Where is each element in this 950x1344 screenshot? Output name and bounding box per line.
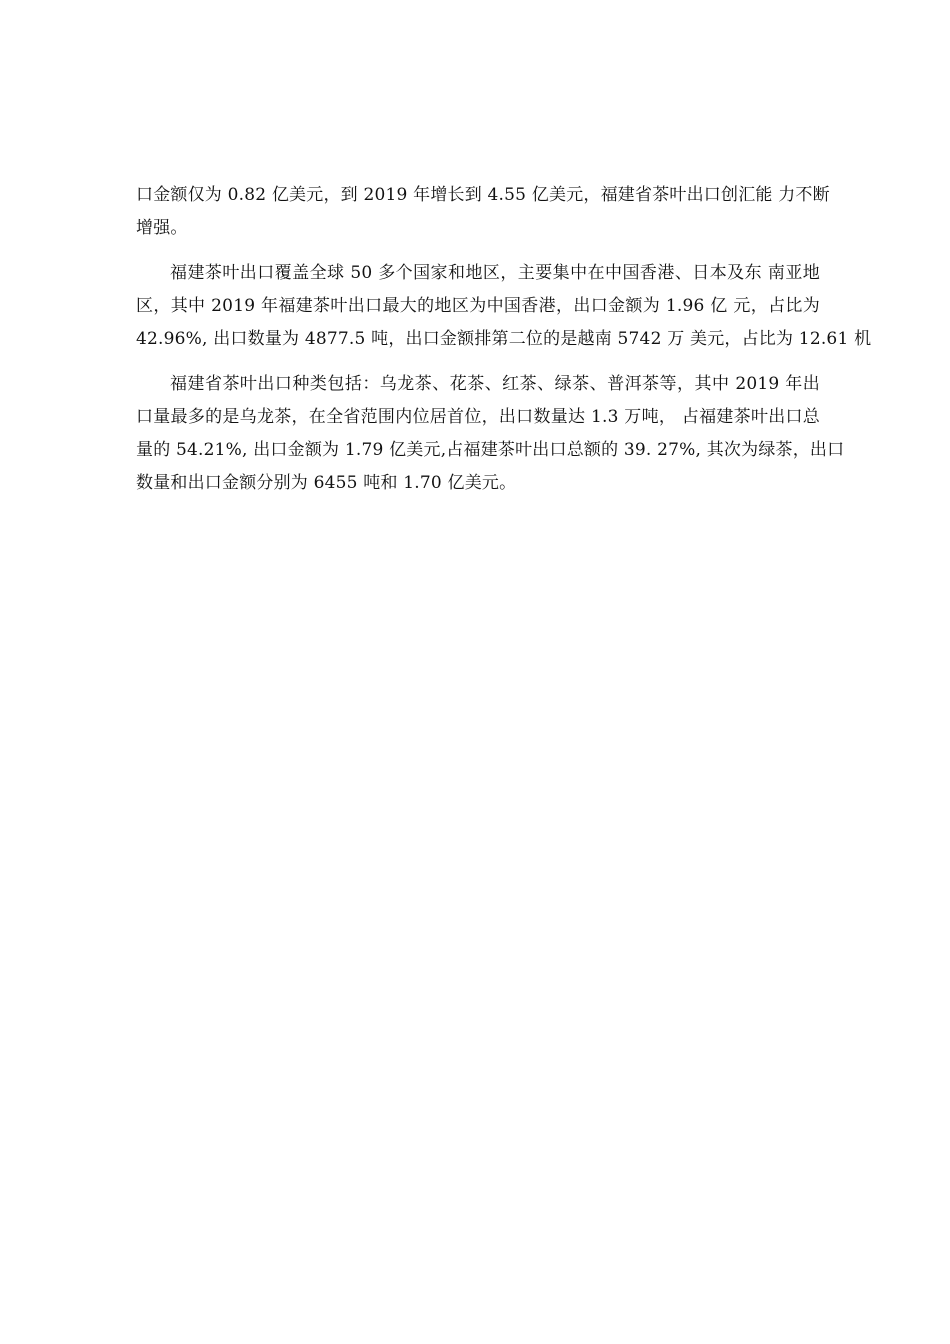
paragraph-line: 福建省茶叶出口种类包括：乌龙茶、花茶、红茶、绿茶、普洱茶等，其中 2019 年出 (170, 374, 820, 394)
paragraph-export-types (136, 368, 845, 500)
paragraph-line: 口金额仅为 0.82 亿美元，到 2019 年增长到 4.55 亿美元，福建省茶叶出口创汇能 力不断 (136, 185, 830, 205)
paragraph-line: 增强。 (136, 218, 188, 238)
paragraph-line: 区，其中 2019 年福建茶叶出口最大的地区为中国香港，出口金额为 1.96 亿 元，占比为 (136, 296, 820, 316)
paragraph-line: 数量和出口金额分别为 6455 吨和 1.70 亿美元。 (136, 473, 517, 493)
paragraph-export-growth (136, 179, 830, 245)
paragraph-line: 42.96%, 出口数量为 4877.5 吨，出口金额排第二位的是越南 5742 万 美元，占比为 12.61 机 (136, 329, 872, 349)
paragraph-line: 口量最多的是乌龙茶，在全省范围内位居首位，出口数量达 1.3 万吨， 占福建茶叶出口总 (136, 407, 820, 427)
paragraph-export-regions (136, 257, 872, 356)
paragraph-line: 量的 54.21%, 出口金额为 1.79 亿美元,占福建茶叶出口总额的 39. 27%, 其次为绿茶，出口 (136, 440, 845, 460)
paragraph-line: 福建茶叶出口覆盖全球 50 多个国家和地区，主要集中在中国香港、日本及东 南亚地 (170, 263, 820, 283)
